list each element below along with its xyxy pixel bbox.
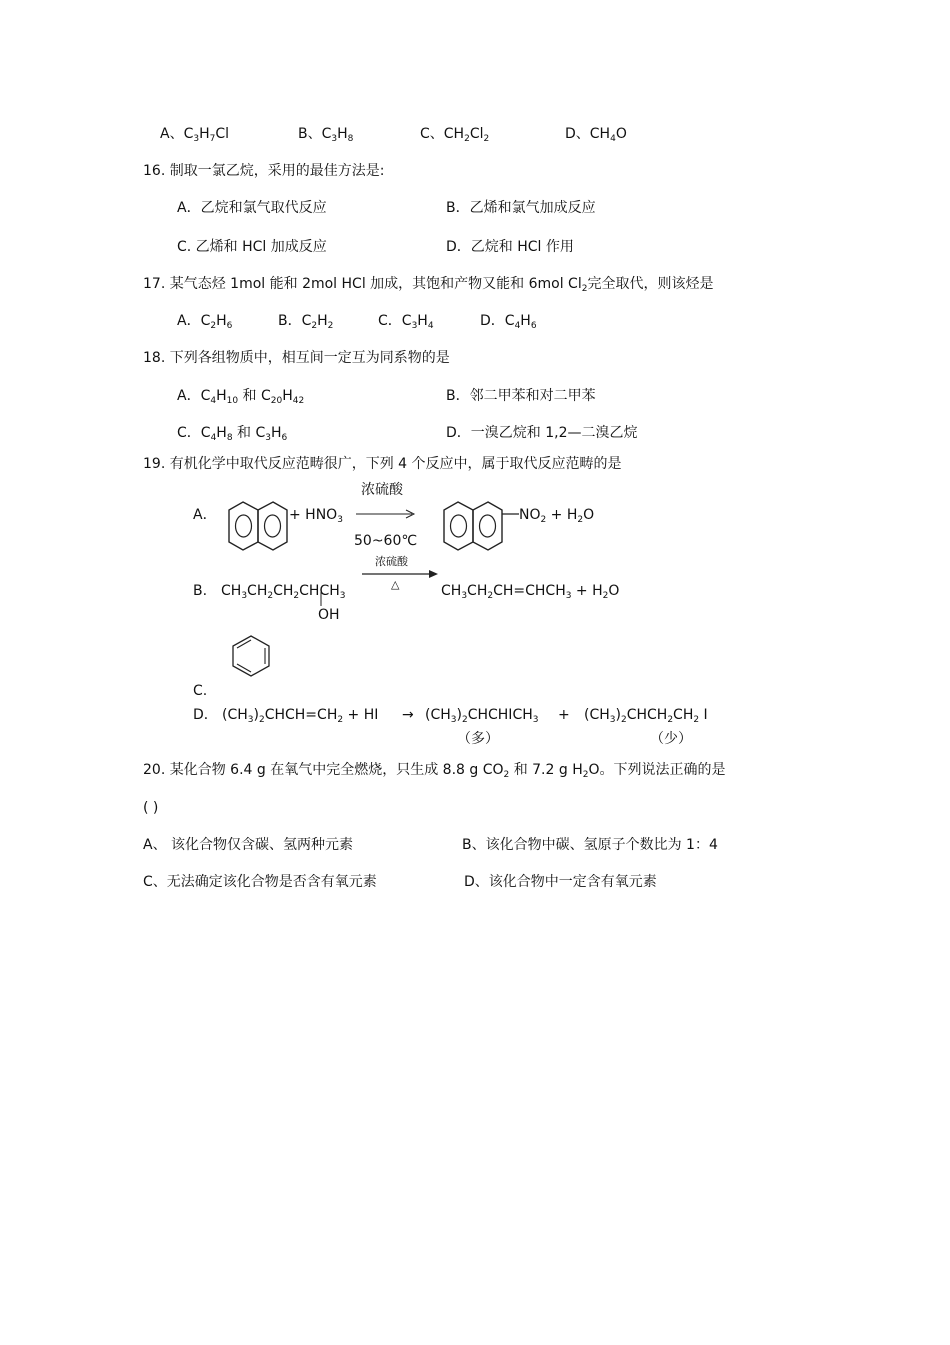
q18-option-a: A．$C_4H_{10}$ 和 $C_{20}H_{42}$ xyxy=(177,388,305,406)
q20-option-c: C、无法确定该化合物是否含有氧元素 xyxy=(143,874,377,890)
q16-option-c: C. 乙烯和 HCl 加成反应 xyxy=(177,239,327,255)
q19-b-arrow xyxy=(362,568,442,580)
q19-d-note-minor: （少） xyxy=(650,731,692,747)
q15-option-d: D、$CH_4O$ xyxy=(565,126,627,144)
q19-option-d-label: D． xyxy=(193,707,218,723)
q15-option-c: C、$CH_2Cl_2$ xyxy=(420,126,490,144)
q17-option-c: C．$C_3H_4$ xyxy=(378,313,434,331)
q20-option-b: B、该化合物中碳、氢原子个数比为 1：4 xyxy=(462,837,718,853)
q16-option-a: A．乙烷和氯气取代反应 xyxy=(177,200,327,216)
q19-d-plus: + xyxy=(558,707,570,723)
q18-option-d: D．一溴乙烷和 1,2—二溴乙烷 xyxy=(446,425,638,441)
q18-option-b: B．邻二甲苯和对二甲苯 xyxy=(446,388,596,404)
q19-a-product: $NO_2 + H_2O$ xyxy=(519,507,595,525)
q19-d-reactant: $(CH_3)_2CHCH=CH_2$ + HI xyxy=(222,707,379,725)
q19-b-condition-bottom: △ xyxy=(391,578,400,591)
q19-d-arrow: → xyxy=(402,707,414,723)
q17-option-b: B．$C_2H_2$ xyxy=(278,313,334,331)
q17-stem: 17. 某气态烃 1mol 能和 2mol HCl 加成，其饱和产物又能和 6mol $Cl_2$完全取代，则该烃是 xyxy=(143,276,714,294)
q20-option-d: D、该化合物中一定含有氧元素 xyxy=(464,874,657,890)
benzene-ring-structure xyxy=(229,634,273,678)
q19-b-reactant: $CH_3CH_2CH_2CHCH_3$ xyxy=(221,583,346,601)
q19-d-product-major: $(CH_3)_2CHCHICH_3$ xyxy=(425,707,539,725)
q20-stem: 20. 某化合物 6.4 g 在氧气中完全燃烧，只生成 8.8 g $CO_2$ 和 7.2 g $H_2O$。下列说法正确的是 xyxy=(143,762,726,780)
q19-b-oh: OH xyxy=(318,607,340,623)
q17-option-a: A．$C_2H_6$ xyxy=(177,313,233,331)
q16-option-d: D．乙烷和 HCl 作用 xyxy=(446,239,574,255)
q18-option-c: C．$C_4H_8$ 和 $C_3H_6$ xyxy=(177,425,288,443)
q18-stem: 18. 下列各组物质中，相互间一定互为同系物的是 xyxy=(143,350,450,366)
q15-option-a: A、$C_3H_7Cl$ xyxy=(160,126,230,144)
q16-stem: 16. 制取一氯乙烷，采用的最佳方法是: xyxy=(143,163,385,179)
naphthalene-reactant-structure xyxy=(228,500,290,554)
q19-a-condition-bottom: 50~60℃ xyxy=(354,533,418,549)
q15-option-b: B、$C_3H_8$ xyxy=(298,126,354,144)
q19-option-c-label: C. xyxy=(193,683,208,699)
q19-d-note-major: （多） xyxy=(457,731,499,747)
q19-stem: 19. 有机化学中取代反应范畴很广，下列 4 个反应中，属于取代反应范畴的是 xyxy=(143,456,622,472)
q19-a-arrow xyxy=(356,505,418,519)
q19-d-product-minor: $(CH_3)_2CHCH_2CH_2$ I xyxy=(584,707,708,725)
q19-a-condition-top: 浓硫酸 xyxy=(361,482,403,498)
q16-option-b: B．乙烯和氯气加成反应 xyxy=(446,200,596,216)
q19-b-condition-top: 浓硫酸 xyxy=(375,555,408,568)
q17-option-d: D．$C_4H_6$ xyxy=(480,313,537,331)
q20-option-a: A、 该化合物仅含碳、氢两种元素 xyxy=(143,837,354,853)
q19-option-a-label: A． xyxy=(193,507,217,523)
q19-a-reagent: + $HNO_3$ xyxy=(289,507,343,525)
nitronaphthalene-product-structure xyxy=(443,500,523,554)
q20-answer-blank: ( ) xyxy=(143,800,159,816)
q19-b-product: $CH_3CH_2CH=CHCH_3 + H_2O$ xyxy=(441,583,620,601)
q19-option-b-label: B. xyxy=(193,583,208,599)
